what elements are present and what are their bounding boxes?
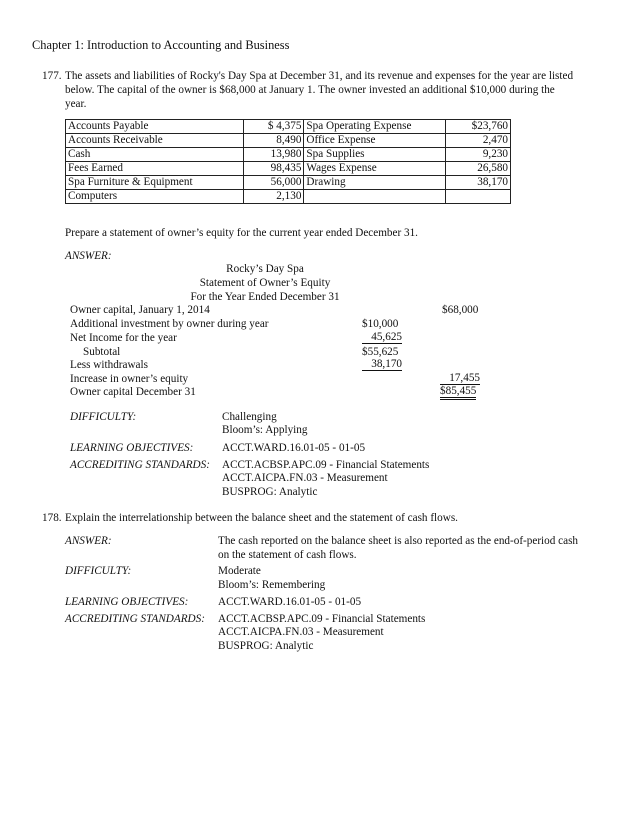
instruction-text: Prepare a statement of owner’s equity for the current year ended December 31.: [65, 227, 418, 239]
question-178-text: Explain the interrelationship between the balance sheet and the statement of cash flows.: [65, 512, 458, 524]
statement-line-label: Subtotal: [83, 346, 121, 358]
statement-period: For the Year Ended December 31: [190, 291, 340, 303]
standard-item: ACCT.ACBSP.APC.09 - Financial Statements: [218, 613, 426, 625]
objectives-value: ACCT.WARD.16.01-05 - 01-05: [222, 442, 366, 454]
difficulty-value: Challenging: [222, 411, 277, 423]
table-row: [66, 190, 511, 204]
difficulty-label: DIFFICULTY:: [65, 565, 132, 577]
account-name: Accounts Receivable: [66, 134, 244, 148]
account-name: Cash: [66, 148, 244, 162]
statement-line-label: Increase in owner’s equity: [70, 373, 189, 385]
statement-line-value: $10,000: [362, 318, 399, 330]
account-amount: 2,470: [446, 134, 511, 148]
statement-line-label: Additional investment by owner during year: [70, 318, 269, 330]
objectives-label: LEARNING OBJECTIVES:: [70, 442, 194, 454]
difficulty-label: DIFFICULTY:: [70, 411, 137, 423]
account-amount: $ 4,375: [243, 120, 304, 134]
answer-label: ANSWER:: [65, 250, 112, 262]
question-177-line-2: below. The capital of the owner is $68,000 at January 1. The owner invested an additional $10,000 during the: [65, 84, 555, 96]
statement-line-label: Less withdrawals: [70, 359, 148, 371]
account-name: Drawing: [304, 176, 446, 190]
statement-line-value: $85,455: [440, 385, 476, 400]
question-number-178: 178.: [42, 512, 62, 524]
statement-line-value: $68,000: [442, 304, 479, 316]
table-row: [66, 134, 511, 148]
account-amount: 13,980: [243, 148, 304, 162]
statement-line-value: 45,625: [362, 331, 402, 344]
standard-item: ACCT.AICPA.FN.03 - Measurement: [218, 626, 384, 638]
blooms-level: Bloom’s: Applying: [222, 424, 308, 436]
standard-item: BUSPROG: Analytic: [222, 486, 318, 498]
answer-text: on the statement of cash flows.: [218, 549, 357, 561]
question-number-177: 177.: [42, 70, 62, 82]
objectives-value: ACCT.WARD.16.01-05 - 01-05: [218, 596, 362, 608]
account-name: Accounts Payable: [66, 120, 244, 134]
statement-company: Rocky’s Day Spa: [226, 263, 304, 275]
account-amount: $23,760: [446, 120, 511, 134]
standard-item: ACCT.ACBSP.APC.09 - Financial Statements: [222, 459, 430, 471]
account-name: Office Expense: [304, 134, 446, 148]
chapter-title: Chapter 1: Introduction to Accounting and Business: [32, 38, 290, 52]
account-amount: 8,490: [243, 134, 304, 148]
account-amount: 98,435: [243, 162, 304, 176]
accounts-table: [65, 119, 511, 204]
statement-line-value: $55,625: [362, 346, 399, 358]
standards-label: ACCREDITING STANDARDS:: [65, 613, 205, 625]
account-name: Fees Earned: [66, 162, 244, 176]
account-amount: 56,000: [243, 176, 304, 190]
question-177-line-1: The assets and liabilities of Rocky's Day Spa at December 31, and its revenue and expenses for the year are listed: [65, 70, 574, 82]
account-amount: 2,130: [243, 190, 304, 204]
difficulty-value: Moderate: [218, 565, 261, 577]
table-row: [66, 148, 511, 162]
answer-text: The cash reported on the balance sheet is also reported as the end-of-period cash: [218, 535, 579, 547]
account-name: Computers: [66, 190, 244, 204]
statement-title: Statement of Owner’s Equity: [199, 277, 331, 289]
statement-line-value: 38,170: [362, 358, 402, 371]
question-177-line-3: year.: [65, 98, 87, 110]
table-row: [66, 162, 511, 176]
account-amount: [446, 190, 511, 204]
account-name: Wages Expense: [304, 162, 446, 176]
standard-item: BUSPROG: Analytic: [218, 640, 314, 652]
account-name: Spa Supplies: [304, 148, 446, 162]
objectives-label: LEARNING OBJECTIVES:: [65, 596, 189, 608]
standard-item: ACCT.AICPA.FN.03 - Measurement: [222, 472, 388, 484]
account-name: Spa Operating Expense: [304, 120, 446, 134]
table-row: [66, 176, 511, 190]
blooms-level: Bloom’s: Remembering: [218, 579, 326, 591]
table-row: [66, 120, 511, 134]
statement-line-value: 17,455: [440, 372, 480, 385]
account-amount: 9,230: [446, 148, 511, 162]
answer-label: ANSWER:: [65, 535, 112, 547]
account-amount: 26,580: [446, 162, 511, 176]
account-name: Spa Furniture & Equipment: [66, 176, 244, 190]
statement-line-label: Owner capital, January 1, 2014: [70, 304, 210, 316]
statement-line-label: Net Income for the year: [70, 332, 177, 344]
standards-label: ACCREDITING STANDARDS:: [70, 459, 210, 471]
account-name: [304, 190, 446, 204]
account-amount: 38,170: [446, 176, 511, 190]
statement-line-label: Owner capital December 31: [70, 386, 196, 398]
